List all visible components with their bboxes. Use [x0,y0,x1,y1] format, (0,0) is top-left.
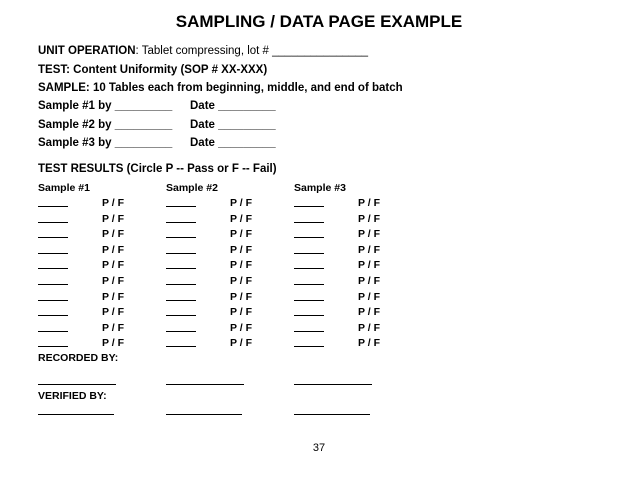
pass-fail-sample-1: P / F [102,306,124,319]
pass-fail-sample-3: P / F [358,306,380,319]
pass-fail-sample-1: P / F [102,243,124,256]
column-header-sample-1: Sample #1 [38,182,90,194]
pass-fail-sample-3: P / F [358,275,380,287]
result-blank-sample-1 [38,253,68,254]
sample-3-by-label: Sample #3 by _________ [38,137,173,149]
column-header-sample-3: Sample #3 [294,182,346,194]
result-blank-sample-1 [38,284,68,285]
pass-fail-sample-2: P / F [230,228,252,241]
result-blank-sample-1 [38,268,68,269]
sample-3-by-line [38,137,172,149]
unit-operation-line [38,45,368,57]
pass-fail-sample-2: P / F [230,259,252,272]
pass-fail-sample-1: P / F [102,321,124,334]
sample-2-date: Date _________ [190,119,276,131]
pass-fail-sample-1: P / F [102,290,124,303]
result-blank-sample-2 [166,206,196,207]
pass-fail-sample-2: P / F [230,212,252,225]
result-blank-sample-2 [166,253,196,254]
pass-fail-sample-1: P / F [102,275,124,287]
result-blank-sample-2 [166,300,196,301]
pass-fail-sample-1: P / F [102,212,124,225]
result-blank-sample-2 [166,268,196,269]
recorded-by-signature-line-2 [166,384,244,385]
result-blank-sample-2 [166,284,196,285]
pass-fail-sample-2: P / F [230,197,252,209]
result-blank-sample-3 [294,222,324,223]
pass-fail-sample-2: P / F [230,321,252,334]
sample-1-date: Date _________ [190,100,276,112]
pass-fail-sample-1: P / F [102,259,124,272]
sample-3-date: Date _________ [190,137,276,149]
pass-fail-sample-3: P / F [358,228,380,241]
pass-fail-sample-2: P / F [230,306,252,319]
pass-fail-sample-3: P / F [358,290,380,303]
pass-fail-sample-1: P / F [102,228,124,241]
pass-fail-sample-2: P / F [230,243,252,256]
result-blank-sample-3 [294,315,324,316]
result-blank-sample-3 [294,284,324,285]
sample-2-by-label: Sample #2 by _________ [38,119,173,131]
result-blank-sample-2 [166,222,196,223]
unit-operation-label: UNIT OPERATION [38,45,136,57]
pass-fail-sample-3: P / F [358,197,380,209]
pass-fail-sample-3: P / F [358,243,380,256]
result-blank-sample-2 [166,237,196,238]
column-header-sample-2: Sample #2 [166,182,218,194]
recorded-by-signature-line-1 [38,384,116,385]
verified-by-signature-line-2 [166,414,242,415]
test-line: TEST: Content Uniformity (SOP # XX-XXX) [38,64,268,76]
result-blank-sample-3 [294,268,324,269]
result-blank-sample-1 [38,331,68,332]
sample-1-by-line [38,100,172,112]
pass-fail-sample-3: P / F [358,337,380,350]
result-blank-sample-3 [294,237,324,238]
unit-operation-text: Tablet compressing, lot # _______________ [138,45,369,57]
verified-by-signature-line-3 [294,414,370,415]
pass-fail-sample-2: P / F [230,290,252,303]
result-blank-sample-3 [294,253,324,254]
unit-operation-colon: : [135,45,139,57]
sample-2-by-line [38,119,172,131]
sample-1-by-label: Sample #1 by _________ [38,100,173,112]
result-blank-sample-1 [38,222,68,223]
sample-line: SAMPLE: 10 Tables each from beginning, middle, and end of batch [38,82,403,94]
recorded-by-signature-line-3 [294,384,372,385]
recorded-by-label: RECORDED BY: [38,352,119,364]
pass-fail-sample-3: P / F [358,212,380,225]
pass-fail-sample-3: P / F [358,259,380,272]
page-title: SAMPLING / DATA PAGE EXAMPLE [175,12,463,31]
result-blank-sample-1 [38,237,68,238]
verified-by-signature-line-1 [38,414,114,415]
test-results-heading: TEST RESULTS (Circle P -- Pass or F -- Fail) [38,163,277,175]
result-blank-sample-3 [294,331,324,332]
result-blank-sample-1 [38,300,68,301]
result-blank-sample-1 [38,206,68,207]
result-blank-sample-2 [166,346,196,347]
verified-by-label: VERIFIED BY: [38,390,107,402]
pass-fail-sample-2: P / F [230,337,252,350]
result-blank-sample-2 [166,315,196,316]
pass-fail-sample-2: P / F [230,275,252,287]
result-blank-sample-3 [294,206,324,207]
pass-fail-sample-3: P / F [358,321,380,334]
result-blank-sample-1 [38,346,68,347]
pass-fail-sample-1: P / F [102,197,124,209]
result-blank-sample-2 [166,331,196,332]
result-blank-sample-3 [294,300,324,301]
result-blank-sample-3 [294,346,324,347]
result-blank-sample-1 [38,315,68,316]
page-number: 37 [312,442,326,454]
pass-fail-sample-1: P / F [102,337,124,350]
